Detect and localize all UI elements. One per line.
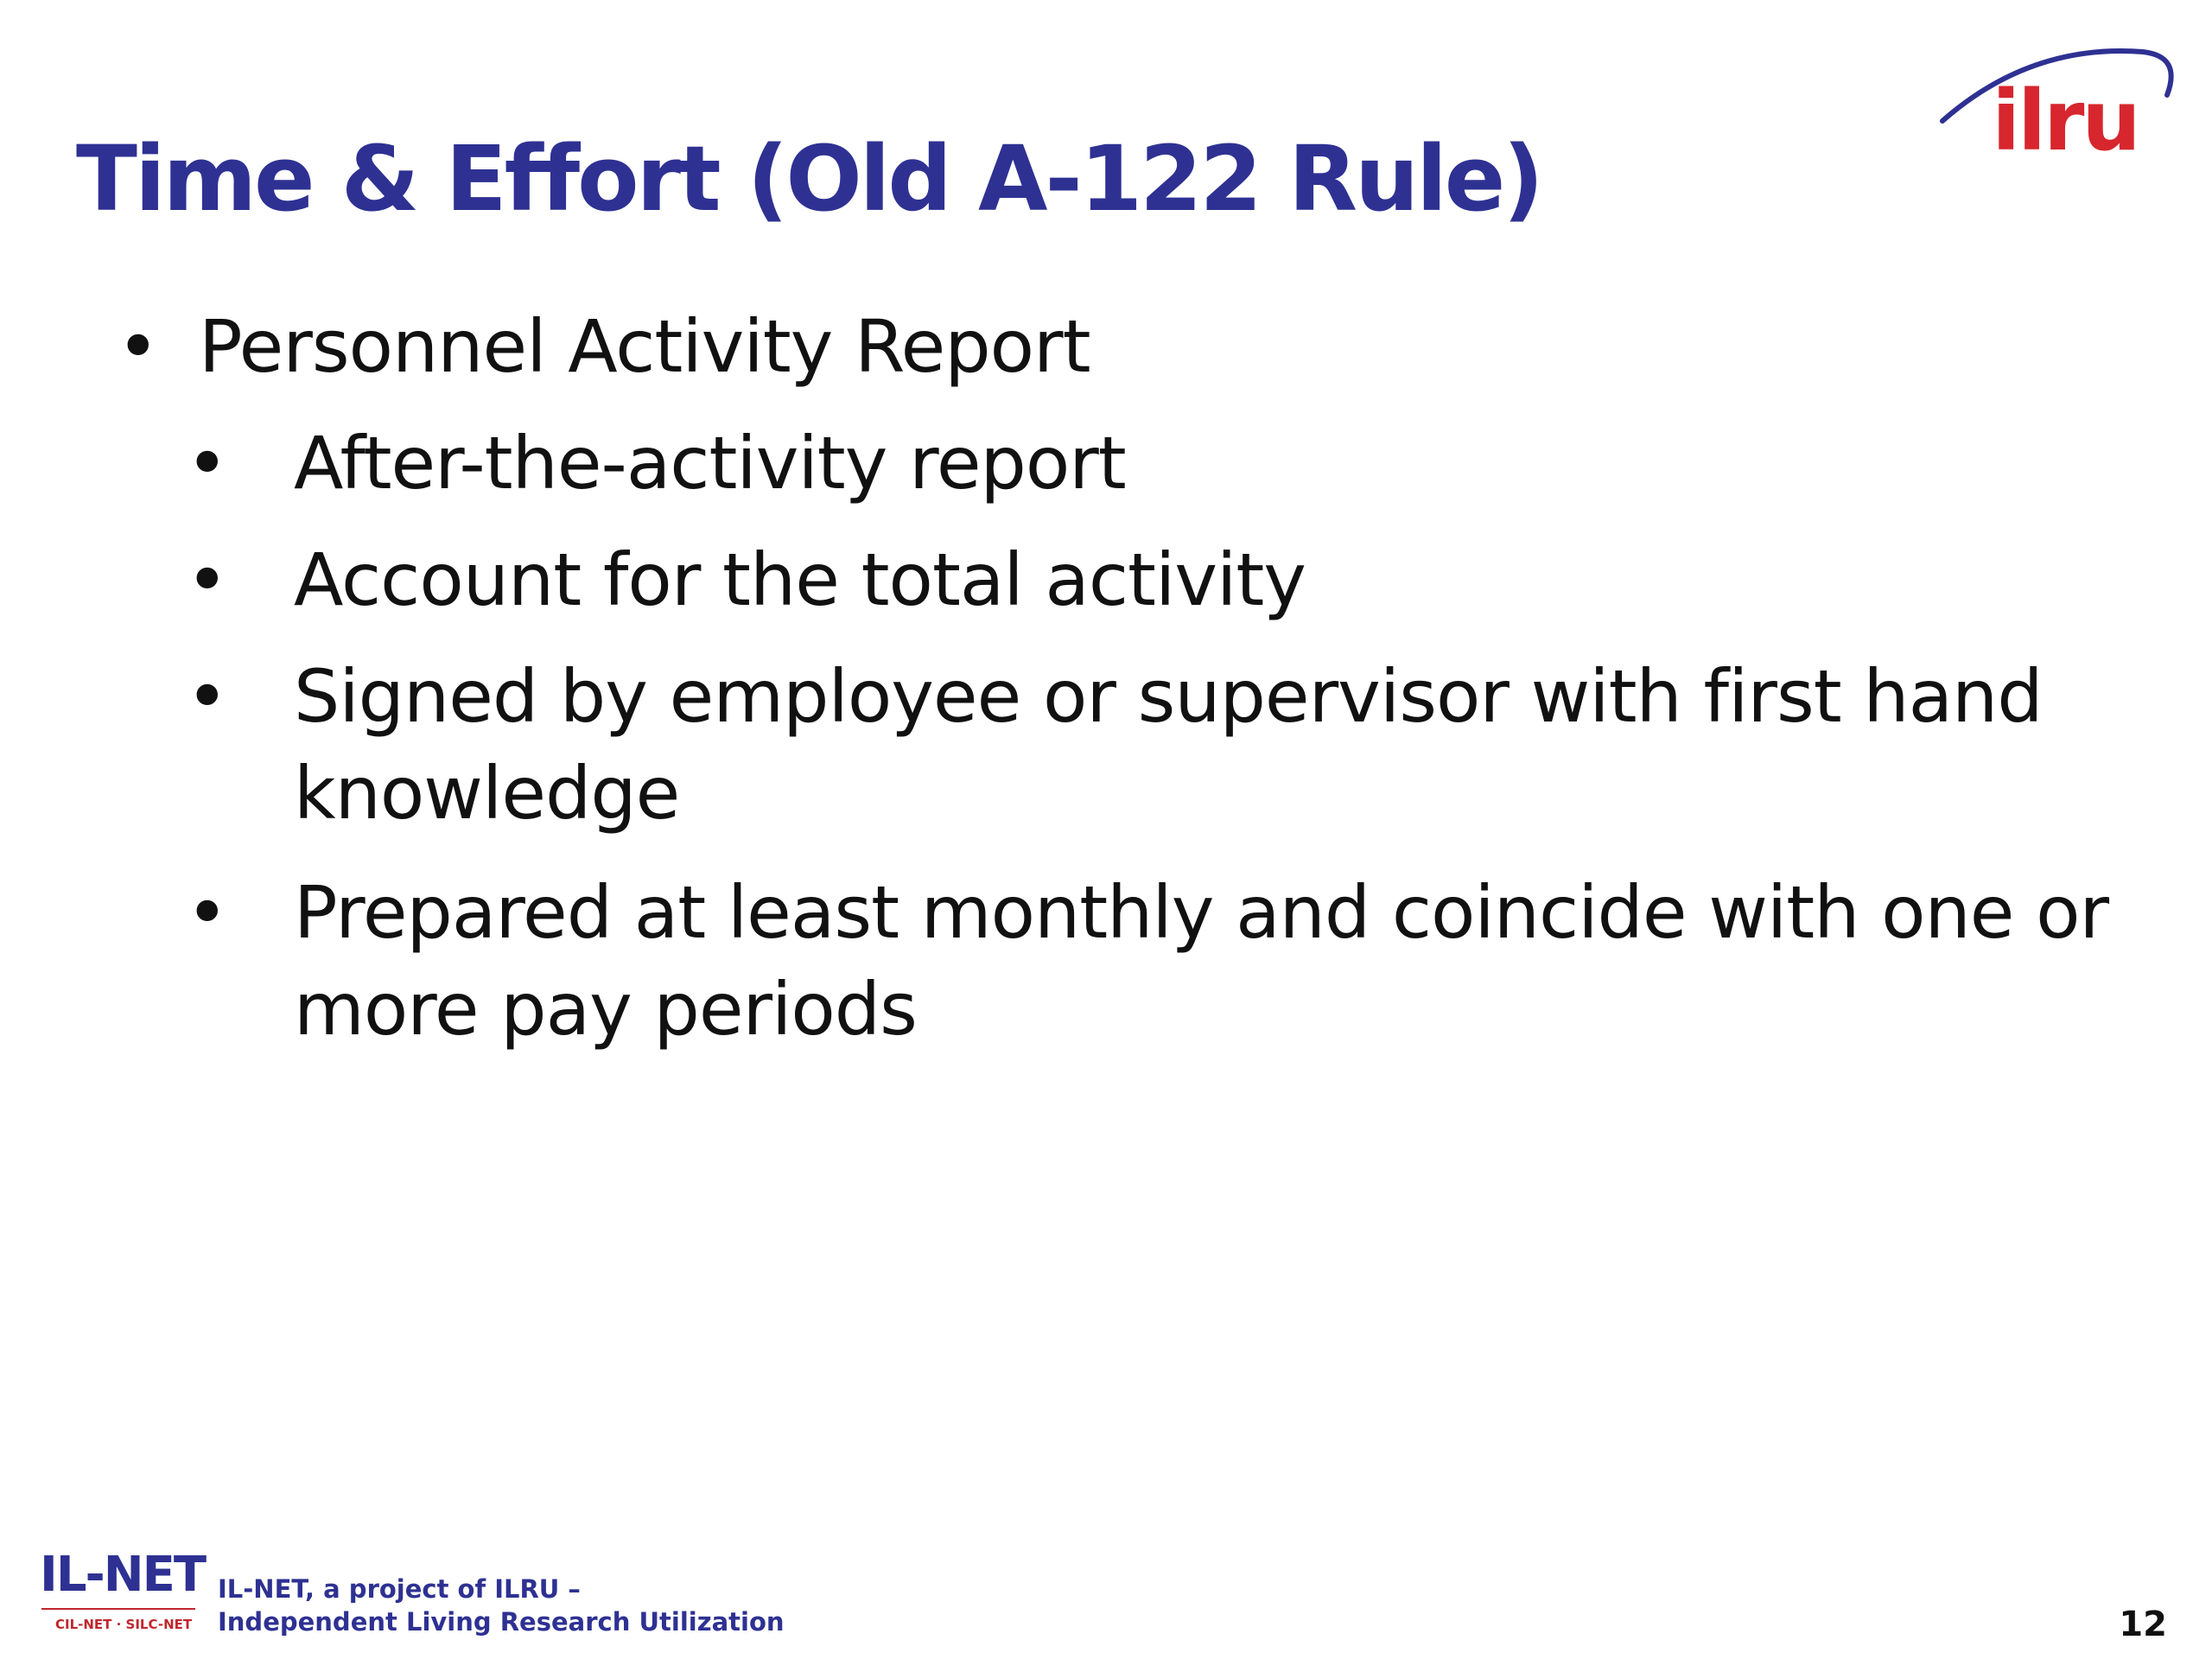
slide-title: Time & Effort (Old A-122 Rule) xyxy=(76,126,1541,232)
bullet-text: Prepared at least monthly and coincide with one or more pay periods xyxy=(294,870,2109,1052)
sub-bullet-item xyxy=(186,864,2169,1058)
bullet-dot-icon: • xyxy=(186,654,228,739)
bullet-item xyxy=(117,298,2143,395)
bullet-dot-icon: • xyxy=(186,421,228,505)
il-net-logo-text: IL-NET xyxy=(40,1547,206,1603)
footer-tagline-line1: IL-NET, a project of ILRU – xyxy=(218,1574,581,1604)
sub-bullet-item xyxy=(186,415,2169,512)
bullet-text: Personnel Activity Report xyxy=(199,304,1090,389)
sub-bullet-item xyxy=(186,648,2169,842)
page-number: 12 xyxy=(2119,1605,2167,1644)
ilru-logo xyxy=(1936,35,2177,164)
bullet-dot-icon: • xyxy=(186,537,228,622)
il-net-logo-subtext: CIL-NET · SILC-NET xyxy=(55,1617,193,1632)
bullet-dot-icon: • xyxy=(186,870,228,955)
il-net-logo xyxy=(40,1547,206,1642)
footer-tagline xyxy=(218,1573,785,1638)
bullet-text: Account for the total activity xyxy=(294,537,1306,622)
bullet-dot-icon: • xyxy=(117,304,159,389)
bullet-text: Signed by employee or supervisor with first hand knowledge xyxy=(294,654,2043,836)
bullet-text: After-the-activity report xyxy=(294,421,1126,505)
sub-bullet-item xyxy=(186,531,2169,628)
logo-divider xyxy=(41,1608,195,1610)
footer-tagline-line2: Independent Living Research Utilization xyxy=(218,1607,785,1637)
logo-text: ilru xyxy=(1992,73,2139,164)
